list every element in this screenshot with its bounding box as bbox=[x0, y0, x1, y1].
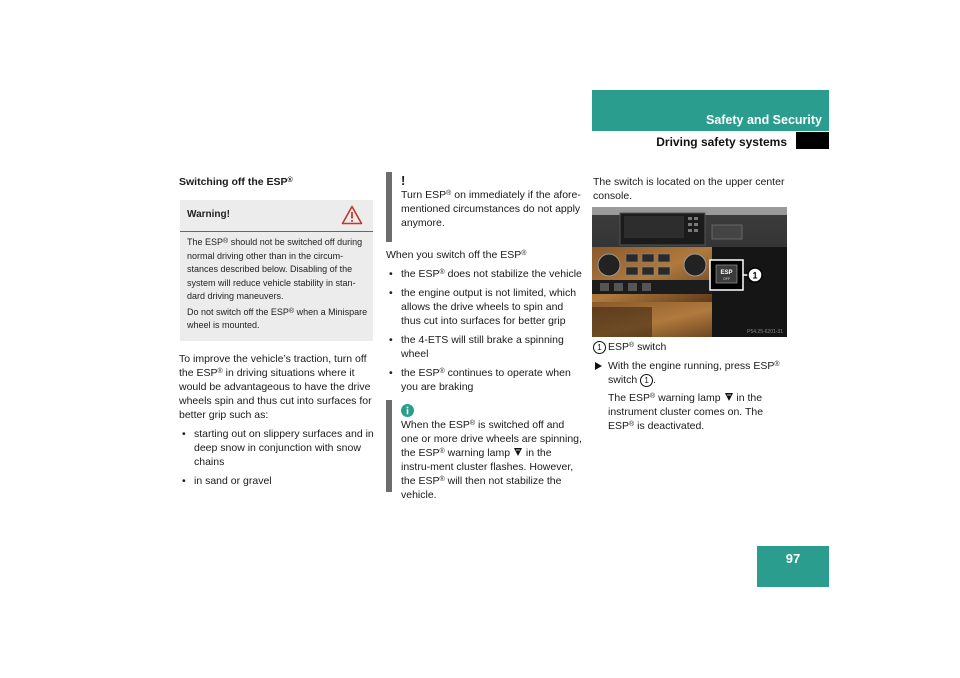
section-heading: Switching off the ESP® bbox=[179, 176, 293, 188]
notice-box bbox=[401, 174, 583, 230]
photo-legend: 1 ESP® switch bbox=[593, 340, 788, 354]
list-item: • the 4-ETS will still brake a spinning wheel bbox=[386, 333, 584, 361]
info-bar bbox=[386, 400, 392, 492]
list-item: • in sand or gravel bbox=[179, 474, 375, 488]
intro-paragraph: To improve the vehicle’s traction, turn off the ESP® in driving situations where it would be advantageous to have the drive wheels spin and thus cut into surfaces for better grip such as: bbox=[179, 353, 372, 421]
list-item: • the ESP® continues to operate when you are braking bbox=[386, 366, 584, 394]
warning-title: Warning! bbox=[187, 209, 230, 220]
instruction-result: The ESP® warning lamp in the instrument cluster comes on. The ESP® is deactivated. bbox=[608, 392, 764, 432]
photo-code: P54.25-6201-31 bbox=[747, 329, 783, 335]
list-item: • the engine output is not limited, which allows the drive wheels to spin and thus cut into surfaces for better grip bbox=[386, 286, 584, 328]
column-3-intro: The switch is located on the upper center console. bbox=[593, 176, 785, 202]
page-number-box bbox=[757, 546, 829, 587]
photo-callout: 1 bbox=[752, 270, 758, 281]
page-number: 97 bbox=[785, 551, 801, 566]
notice-text: Turn ESP® on immediately if the afore-mentioned circumstances do not apply anymore. bbox=[401, 189, 581, 229]
info-icon bbox=[401, 404, 414, 417]
warning-box bbox=[180, 200, 373, 341]
info-text: When the ESP® is switched off and one or more drive wheels are spinning, the ESP® warning lamp in the instru-ment cluster flashes. However, the ESP® will then not stabilize the vehicle. bbox=[401, 419, 582, 501]
warning-text: The ESP® should not be switched off during normal driving other than in the circum-stances described below. Disabling of the system will reduce vehicle stability in stan-dard driving maneuvers. Do not switch off the ESP® when a Minispare wheel is mounted. bbox=[187, 237, 368, 330]
warning-triangle-icon bbox=[341, 205, 363, 225]
column-1-body bbox=[179, 352, 375, 493]
column-3-body bbox=[593, 340, 788, 433]
header-subsection-bar bbox=[592, 132, 829, 150]
notice-bar bbox=[386, 172, 392, 242]
photo-esp-label: ESP bbox=[720, 270, 733, 276]
switch-off-list bbox=[386, 267, 584, 394]
esp-warning-lamp-icon bbox=[513, 447, 523, 457]
column-2-body bbox=[386, 248, 584, 399]
header-section-title: Safety and Security bbox=[705, 113, 822, 127]
arrow-right-icon bbox=[595, 362, 602, 370]
warning-header bbox=[180, 200, 373, 232]
instruction-step: With the engine running, press ESP® switch 1 . bbox=[593, 359, 788, 387]
list-item: • starting out on slippery surfaces and in deep snow in conjunction with snow chains bbox=[179, 427, 375, 469]
condition-list bbox=[179, 427, 375, 488]
esp-warning-lamp-icon bbox=[724, 392, 734, 402]
photo-off-label: OFF bbox=[723, 277, 730, 281]
header-subsection-title: Driving safety systems bbox=[656, 135, 787, 149]
switch-off-intro: When you switch off the ESP® bbox=[386, 249, 527, 261]
list-item: • the ESP® does not stabilize the vehicle bbox=[386, 267, 584, 281]
info-box bbox=[401, 404, 583, 502]
console-photo bbox=[592, 207, 787, 337]
center-console-image bbox=[592, 207, 787, 337]
header-marker bbox=[796, 132, 829, 149]
exclamation-icon: ! bbox=[401, 173, 406, 188]
column-1 bbox=[179, 175, 375, 189]
